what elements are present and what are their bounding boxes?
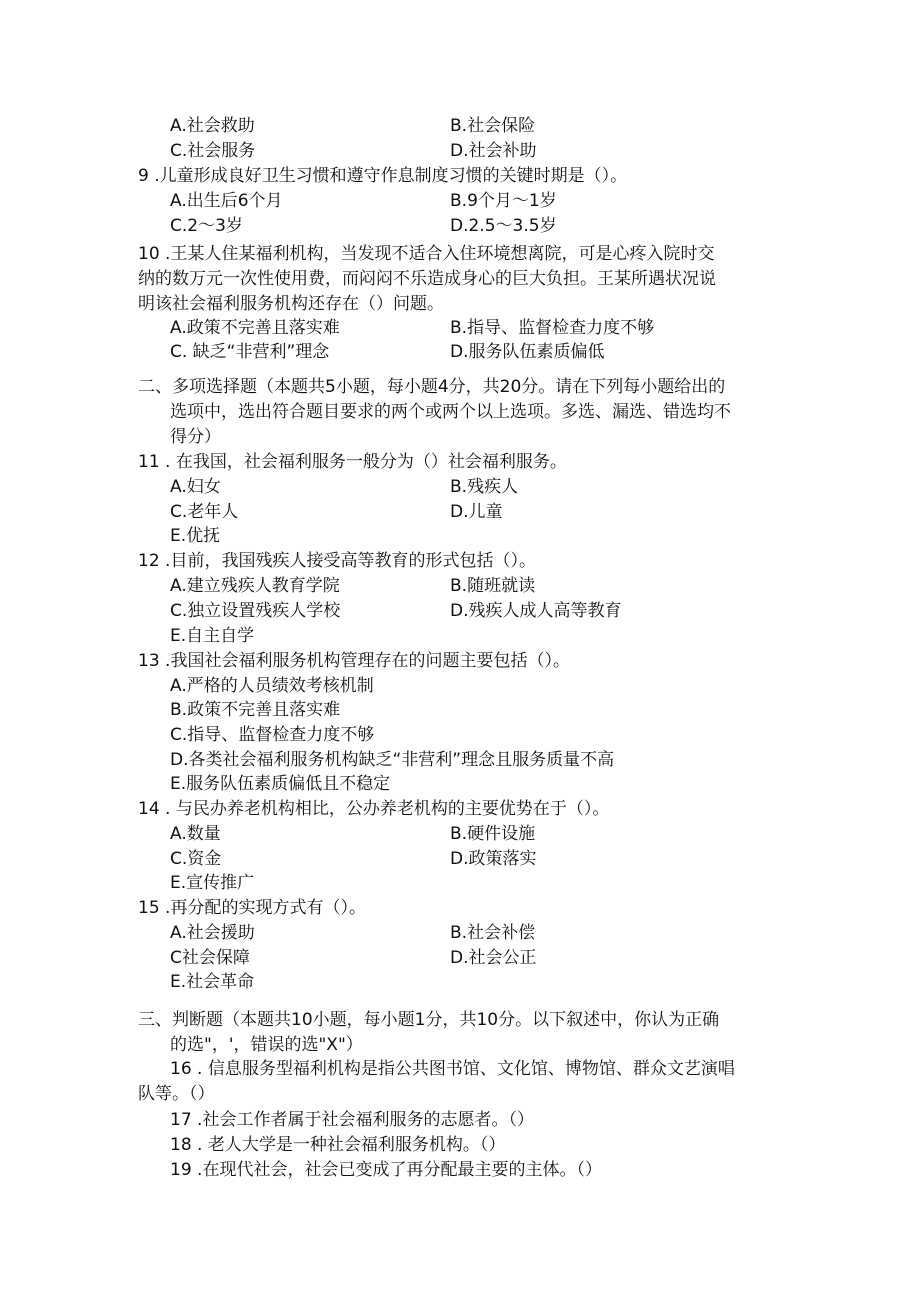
q10-stem-line-3: 明该社会福利服务机构还存在（）问题。 (138, 294, 444, 314)
q8-option-b: B.社会保险 (450, 116, 536, 136)
section-3-heading-line-1: 三、判断题（本题共10小题，每小题1分，共10分。以下叙述中，你认为正确 (138, 1010, 720, 1030)
q9-option-c: C.2～3岁 (170, 216, 243, 236)
section-3-heading-line-2: 的选"，'，错误的选"X"） (170, 1035, 363, 1055)
q11-stem: 11 . 在我国，社会福利服务一般分为（）社会福利服务。 (138, 452, 567, 472)
q17-stem: 17 .社会工作者属于社会福利服务的志愿者。（） (170, 1110, 534, 1130)
q12-option-b: B.随班就读 (450, 576, 536, 596)
q13-option-a: A.严格的人员绩效考核机制 (170, 676, 374, 696)
q14-option-b: B.硬件设施 (450, 824, 536, 844)
q14-option-a: A.数量 (170, 824, 221, 844)
q16-stem-line-1: 16 . 信息服务型福利机构是指公共图书馆、文化馆、博物馆、群众文艺演唱 (170, 1059, 735, 1079)
q10-stem-line-2: 纳的数万元一次性使用费，而闷闷不乐造成身心的巨大负担。王某所遇状况说 (138, 269, 716, 289)
q13-option-b: B.政策不完善且落实难 (170, 700, 341, 720)
q12-option-d: D.残疾人成人高等教育 (450, 601, 622, 621)
q11-option-c: C.老年人 (170, 502, 239, 522)
q10-stem-line-1: 10 .王某人住某福利机构，当发现不适合入住环境想离院，可是心疼入院时交 (138, 244, 715, 264)
q12-stem: 12 .目前，我国残疾人接受高等教育的形式包括（）。 (138, 551, 536, 571)
q10-option-d: D.服务队伍素质偏低 (450, 342, 605, 362)
q16-stem-line-2: 队等。（） (138, 1084, 215, 1104)
q10-option-a: A.政策不完善且落实难 (170, 318, 340, 338)
q13-option-e: E.服务队伍素质偏低且不稳定 (170, 774, 391, 794)
section-2-heading-line-3: 得分） (170, 427, 221, 447)
q18-stem: 18 . 老人大学是一种社会福利服务机构。（） (170, 1135, 506, 1155)
q13-option-c: C.指导、监督检查力度不够 (170, 725, 375, 745)
q11-option-a: A.妇女 (170, 477, 221, 497)
q15-option-b: B.社会补偿 (450, 923, 536, 943)
q8-option-c: C.社会服务 (170, 141, 256, 161)
q14-option-d: D.政策落实 (450, 849, 537, 869)
q15-option-e: E.社会革命 (170, 972, 255, 992)
q8-option-d: D.社会补助 (450, 141, 537, 161)
q12-option-e: E.自主自学 (170, 626, 255, 646)
q11-option-d: D.儿童 (450, 502, 503, 522)
q9-option-d: D.2.5～3.5岁 (450, 216, 557, 236)
q15-option-c: C社会保障 (170, 948, 250, 968)
q15-option-a: A.社会援助 (170, 923, 255, 943)
section-2-heading-line-1: 二、多项选择题（本题共5小题，每小题4分，共20分。请在下列每小题给出的 (138, 377, 726, 397)
q12-option-a: A.建立残疾人教育学院 (170, 576, 340, 596)
q19-stem: 19 .在现代社会，社会已变成了再分配最主要的主体。（） (170, 1160, 602, 1180)
q15-stem: 15 .再分配的实现方式有（）。 (138, 898, 366, 918)
q9-stem: 9 .儿童形成良好卫生习惯和遵守作息制度习惯的关键时期是（）。 (138, 166, 628, 186)
q14-option-c: C.资金 (170, 849, 222, 869)
q13-option-d: D.各类社会福利服务机构缺乏“非营利”理念且服务质量不高 (170, 750, 615, 770)
q11-option-e: E.优抚 (170, 526, 221, 546)
q12-option-c: C.独立设置残疾人学校 (170, 601, 341, 621)
q10-option-b: B.指导、监督检查力度不够 (450, 318, 655, 338)
q8-option-a: A.社会救助 (170, 116, 255, 136)
q9-option-a: A.出生后6个月 (170, 191, 283, 211)
q14-stem: 14 . 与民办养老机构相比，公办养老机构的主要优势在于（）。 (138, 799, 610, 819)
q15-option-d: D.社会公正 (450, 948, 537, 968)
q14-option-e: E.宣传推广 (170, 873, 255, 893)
q10-option-c: C. 缺乏“非营利”理念 (170, 342, 330, 362)
q13-stem: 13 .我国社会福利服务机构管理存在的问题主要包括（）。 (138, 651, 570, 671)
q11-option-b: B.残疾人 (450, 477, 519, 497)
section-2-heading-line-2: 选项中，选出符合题目要求的两个或两个以上选项。多选、漏选、错选均不 (170, 402, 731, 422)
q9-option-b: B.9个月～1岁 (450, 191, 557, 211)
